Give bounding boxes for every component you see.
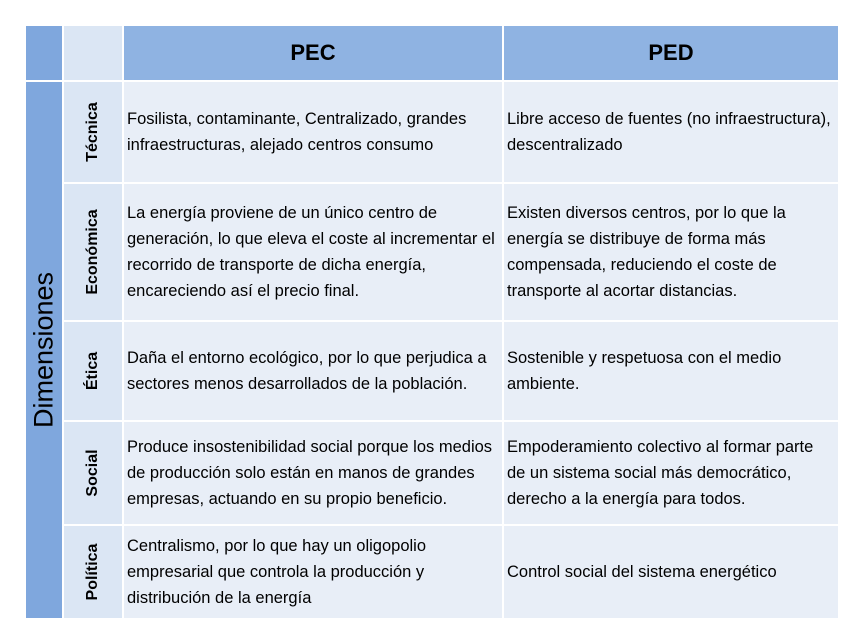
row-label-economica: Económica	[84, 209, 101, 295]
row-label-cell	[63, 81, 123, 183]
comparison-table-container	[24, 24, 838, 618]
header-pec: PEC	[123, 25, 503, 81]
table-row-social	[25, 421, 839, 525]
header-corner-cell	[25, 25, 63, 81]
cell-pec-tecnica: Fosilista, contaminante, Centralizado, grandes infraestructuras, alejado centros consumo	[123, 81, 503, 183]
cell-ped-economica: Existen diversos centros, por lo que la energía se distribuye de forma más compensada, reduciendo el coste de transporte al acortar distancias.	[503, 183, 839, 321]
dimension-label: Dimensiones	[28, 271, 59, 429]
cell-ped-politica: Control social del sistema energético	[503, 525, 839, 619]
row-label-cell	[63, 525, 123, 619]
row-label-cell	[63, 421, 123, 525]
header-subcorner-cell	[63, 25, 123, 81]
row-label-social: Social	[84, 449, 101, 497]
row-label-tecnica: Técnica	[84, 102, 101, 162]
row-label-cell	[63, 321, 123, 421]
row-label-politica: Política	[84, 543, 101, 601]
cell-pec-economica: La energía proviene de un único centro de generación, lo que eleva el coste al incrementar el recorrido de transporte de dicha energía, encareciendo así el precio final.	[123, 183, 503, 321]
row-label-etica: Ética	[84, 351, 101, 391]
table-row-economica	[25, 183, 839, 321]
cell-ped-etica: Sostenible y respetuosa con el medio ambiente.	[503, 321, 839, 421]
cell-ped-tecnica: Libre acceso de fuentes (no infraestructura), descentralizado	[503, 81, 839, 183]
table-header-row	[25, 25, 839, 81]
pec-ped-comparison-table	[24, 24, 840, 620]
cell-pec-social: Produce insostenibilidad social porque los medios de producción solo están en manos de grandes empresas, actuando en su propio beneficio.	[123, 421, 503, 525]
table-row-etica	[25, 321, 839, 421]
table-row-politica	[25, 525, 839, 619]
cell-pec-etica: Daña el entorno ecológico, por lo que perjudica a sectores menos desarrollados de la población.	[123, 321, 503, 421]
cell-ped-social: Empoderamiento colectivo al formar parte de un sistema social más democrático, derecho a la energía para todos.	[503, 421, 839, 525]
table-row-tecnica	[25, 81, 839, 183]
header-ped: PED	[503, 25, 839, 81]
cell-pec-politica: Centralismo, por lo que hay un oligopolio empresarial que controla la producción y distribución de la energía	[123, 525, 503, 619]
dimension-column	[25, 81, 63, 619]
row-label-cell	[63, 183, 123, 321]
